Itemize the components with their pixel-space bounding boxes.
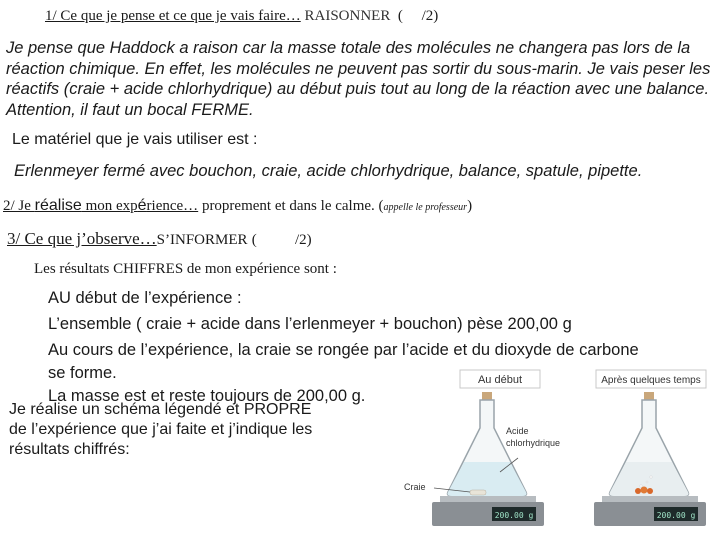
result-line: L’ensemble ( craie + acide dans l’erlenmeyer + bouchon) pèse 200,00 g [48,315,572,333]
right-balance [594,496,706,526]
schema-instruction: Je réalise un schéma légendé et PROPRE de l’expérience que j’ai faite et j’indique les résultats chiffrés: [9,401,313,458]
section-2-title-a: 2/ Je [3,198,35,214]
right-panel-label [596,370,706,388]
svg-text:Craie: Craie [404,482,426,492]
section-1-skill-label: RAISONNER [304,8,391,24]
section-3-open-paren: ( [251,232,257,248]
section-2-body: proprement et dans le calme. [201,198,375,214]
result-line: se forme. [48,364,117,382]
svg-text:200.00 g: 200.00 g [494,511,534,520]
section-3-heading [7,229,312,249]
section-1-score: /2) [421,8,439,24]
result-line: Au cours de l’expérience, la craie se rongée par l’acide et du dioxyde de carbone [48,341,639,359]
section-3-title: 3/ Ce que j’observe… [7,229,157,248]
section-2-heading [3,197,472,215]
section-2-title-c: mon exp [81,198,138,214]
svg-text:Après quelques temps: Après quelques temps [601,375,701,386]
left-chalk [470,490,486,495]
left-balance [432,496,544,526]
section-2-note-close: ) [467,198,473,214]
result-line: AU début de l’expérience : [48,289,242,307]
section-3-score: /2) [295,232,312,248]
material-title: Le matériel que je vais utiliser est : [12,131,258,148]
left-panel-label [460,370,540,388]
section-2-note-open: ( [378,198,384,214]
section-2-title-b: réalise [34,197,82,214]
section-2-title-d: é [137,197,147,214]
section-2-note: appelle le professeur [383,202,468,213]
experiment-figure [400,362,720,540]
svg-text:Au début: Au début [477,374,523,386]
results-title: Les résultats CHIFFRES de mon expérience sont : [34,261,337,277]
hypothesis-paragraph: Je pense que Haddock a raison car la masse totale des molécules ne changera pas lors de la réaction chimique. En effet, les molécules ne peuvent pas sortir du sous-marin. Je vais peser les réactifs (craie + acide chlorhydrique) au début puis tout au long de la réaction avec une balance. Attention, il faut un bocal FERME. [6,39,711,119]
section-1-open-paren: ( [397,8,403,24]
svg-text:chlorhydrique: chlorhydrique [506,438,561,448]
section-2-title-e: rience… [146,198,199,214]
material-list: Erlenmeyer fermé avec bouchon, craie, acide chlorhydrique, balance, spatule, pipette. [14,162,643,180]
svg-text:200.00 g: 200.00 g [656,511,696,520]
result-line: La masse est et reste toujours de 200,00 g. [48,387,366,405]
section-1-heading [45,8,438,25]
section-1-title: 1/ Ce que je pense et ce que je vais faire… [45,8,301,24]
svg-text:Acide: Acide [506,426,529,436]
section-3-skill-label: S’INFORMER [156,232,248,248]
